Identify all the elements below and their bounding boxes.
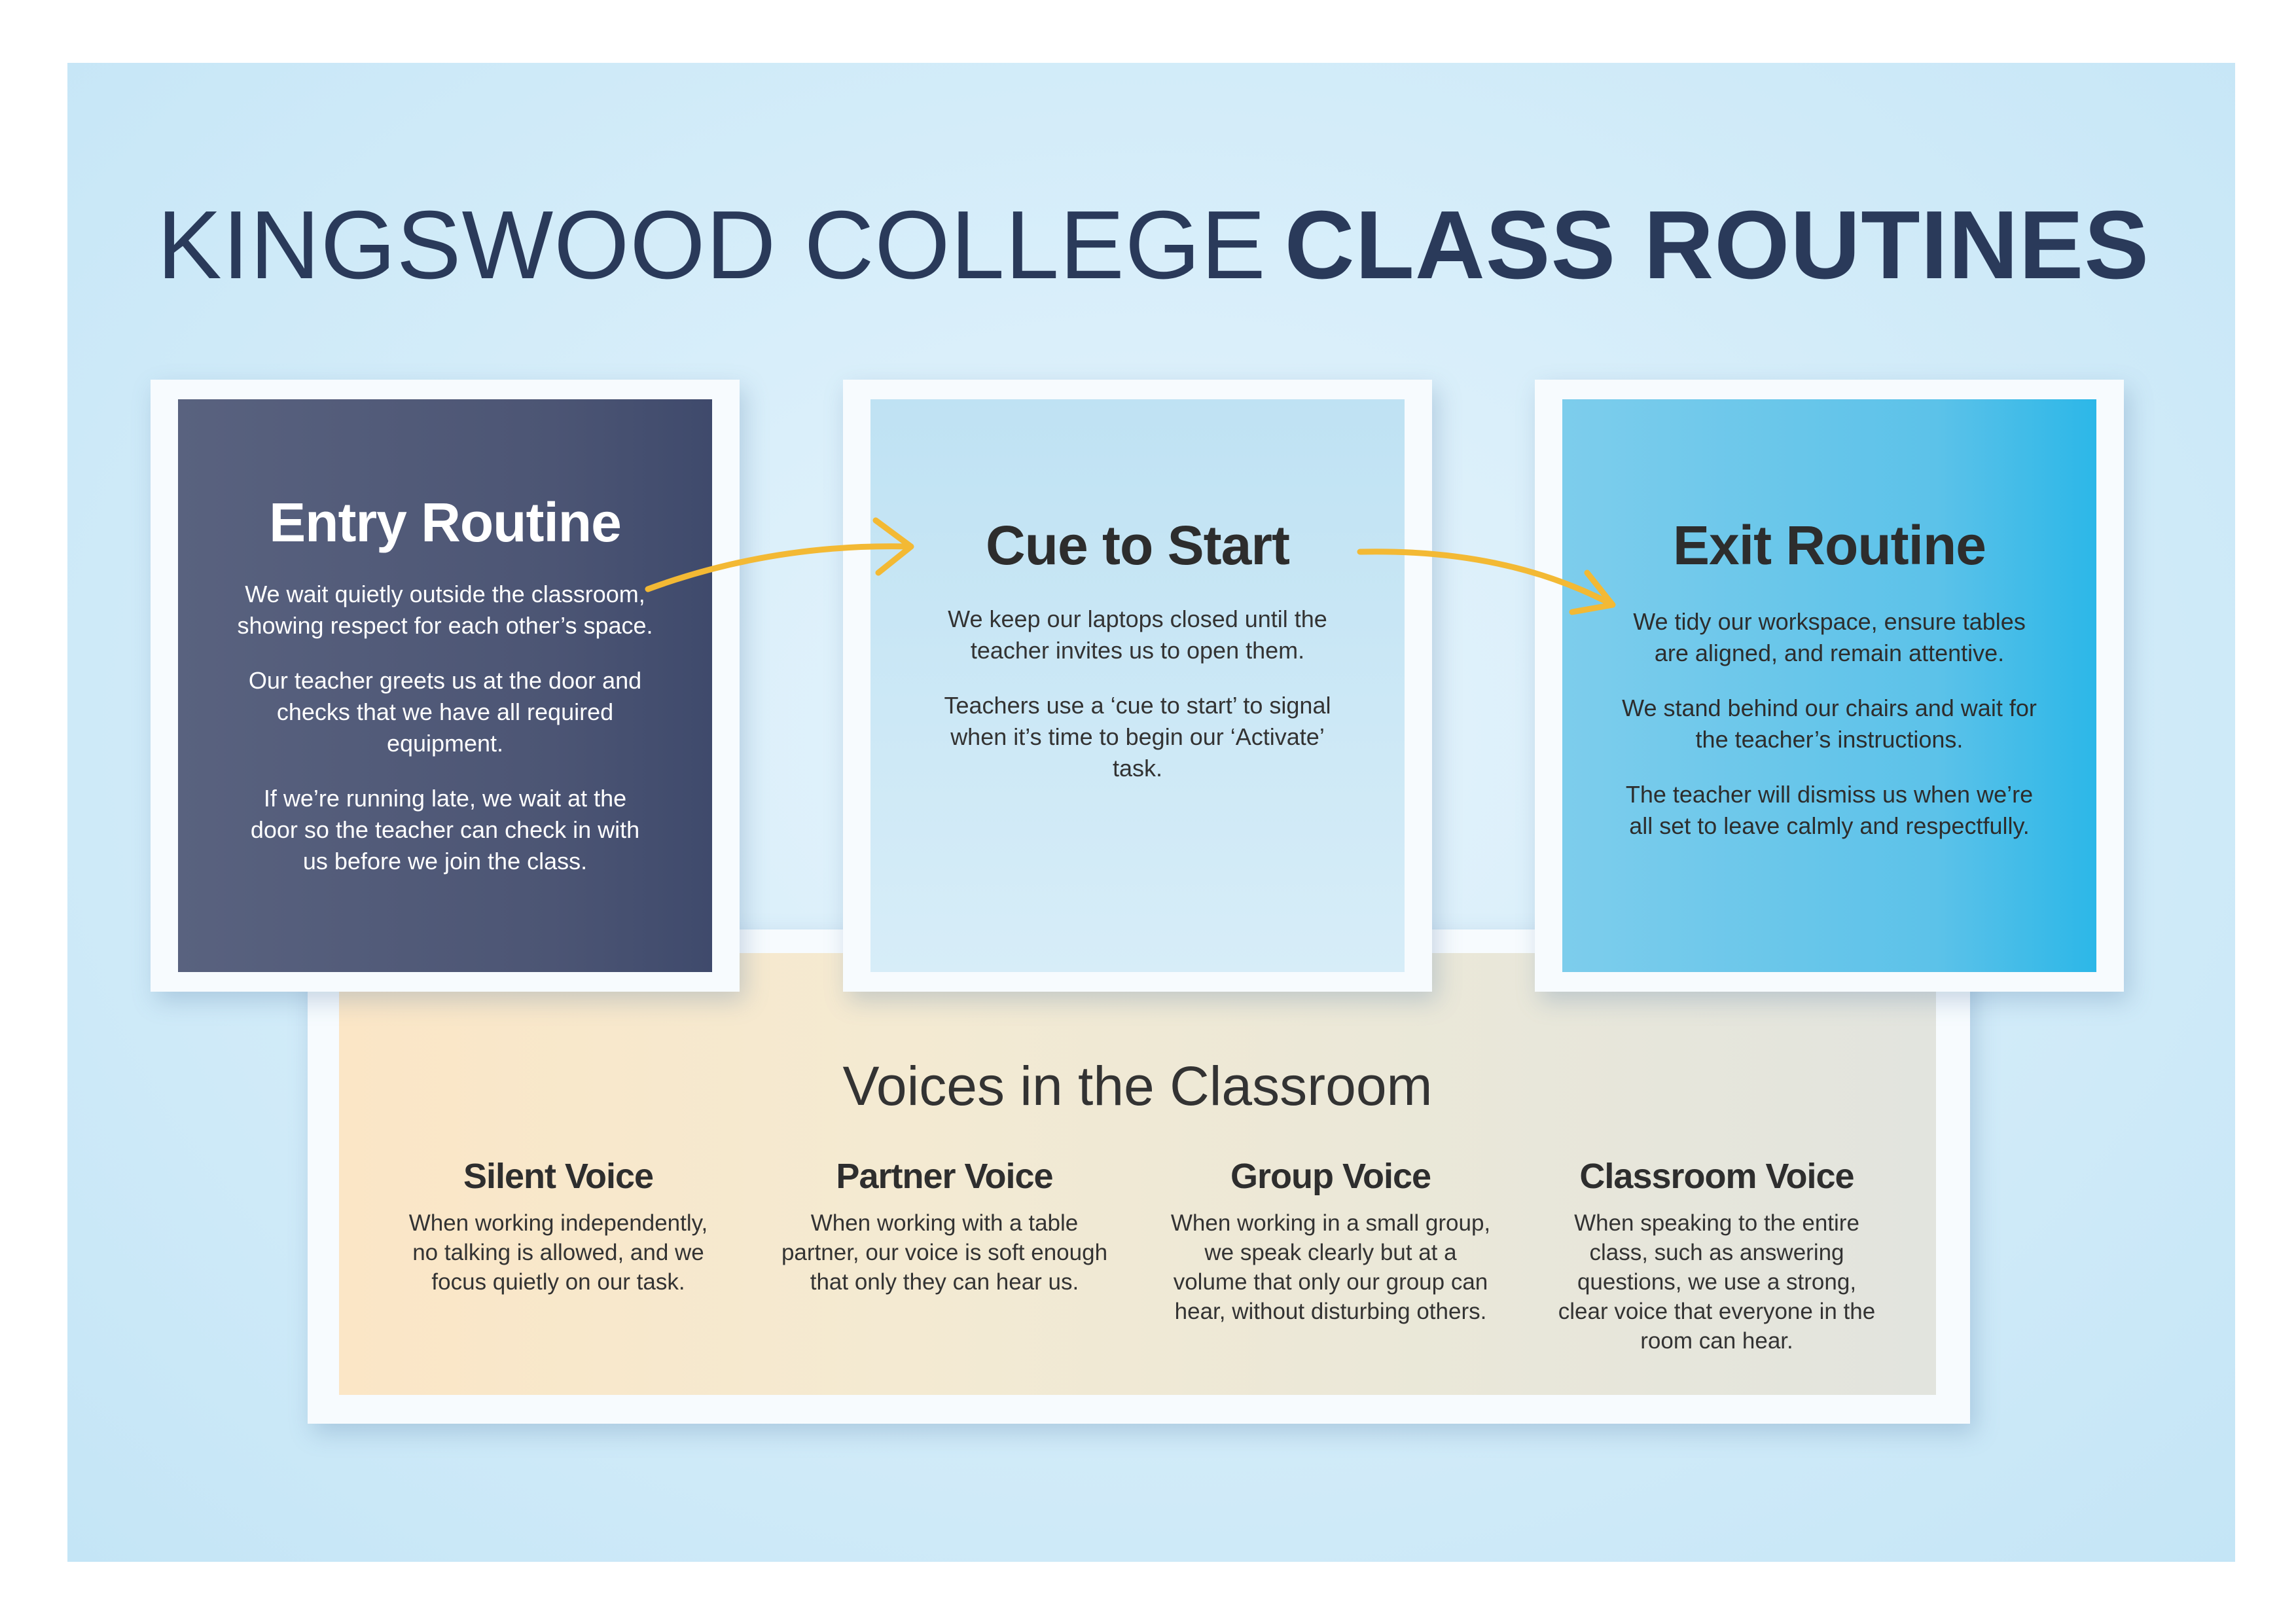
voice-heading: Silent Voice xyxy=(463,1157,654,1196)
exit-paragraph: We tidy our workspace, ensure tables are aligned, and remain attentive. xyxy=(1633,608,2026,666)
exit-paragraph: The teacher will dismiss us when we’re all set to leave calmly and respectfully. xyxy=(1625,781,2034,839)
exit-routine-title: Exit Routine xyxy=(1672,514,1986,576)
voice-description: When speaking to the entire class, such as answering questions, we use a strong, clear voice that everyone in the room can hear. xyxy=(1558,1210,1876,1354)
cue-paragraph: We keep our laptops closed until the teacher invites us to open them. xyxy=(948,605,1327,664)
exit-paragraph: We stand behind our chairs and wait for the teacher’s instructions. xyxy=(1622,695,2037,753)
voice-heading: Classroom Voice xyxy=(1579,1157,1854,1196)
voice-description: When working in a small group, we speak clearly but at a volume that only our group can hear, without disturbing others. xyxy=(1170,1210,1491,1324)
entry-routine-title: Entry Routine xyxy=(269,492,621,553)
voice-heading: Group Voice xyxy=(1230,1157,1431,1196)
cue-to-start-title: Cue to Start xyxy=(985,514,1290,576)
voice-description: When working with a table partner, our voice is soft enough that only they can hear us. xyxy=(781,1210,1108,1295)
voice-heading: Partner Voice xyxy=(836,1157,1053,1196)
cue-paragraph: Teachers use a ‘cue to start’ to signal when it’s time to begin our ‘Activate’ task. xyxy=(944,692,1331,782)
arrow-entry-to-cue-icon xyxy=(648,520,911,589)
title-routines: CLASS ROUTINES xyxy=(1284,191,2150,299)
voices-title: Voices in the Classroom xyxy=(842,1055,1433,1117)
arrow-cue-to-exit-icon xyxy=(1360,552,1613,612)
voice-description: When working independently, no talking is allowed, and we focus quietly on our task. xyxy=(408,1210,708,1295)
entry-paragraph: If we’re running late, we wait at the door so the teacher can check in with us before we join the class. xyxy=(250,785,640,875)
entry-paragraph: Our teacher greets us at the door and checks that we have all required equipment. xyxy=(248,667,642,757)
entry-paragraph: We wait quietly outside the classroom, showing respect for each other’s space. xyxy=(237,581,653,639)
title-college: KINGSWOOD COLLEGE xyxy=(157,191,1266,299)
